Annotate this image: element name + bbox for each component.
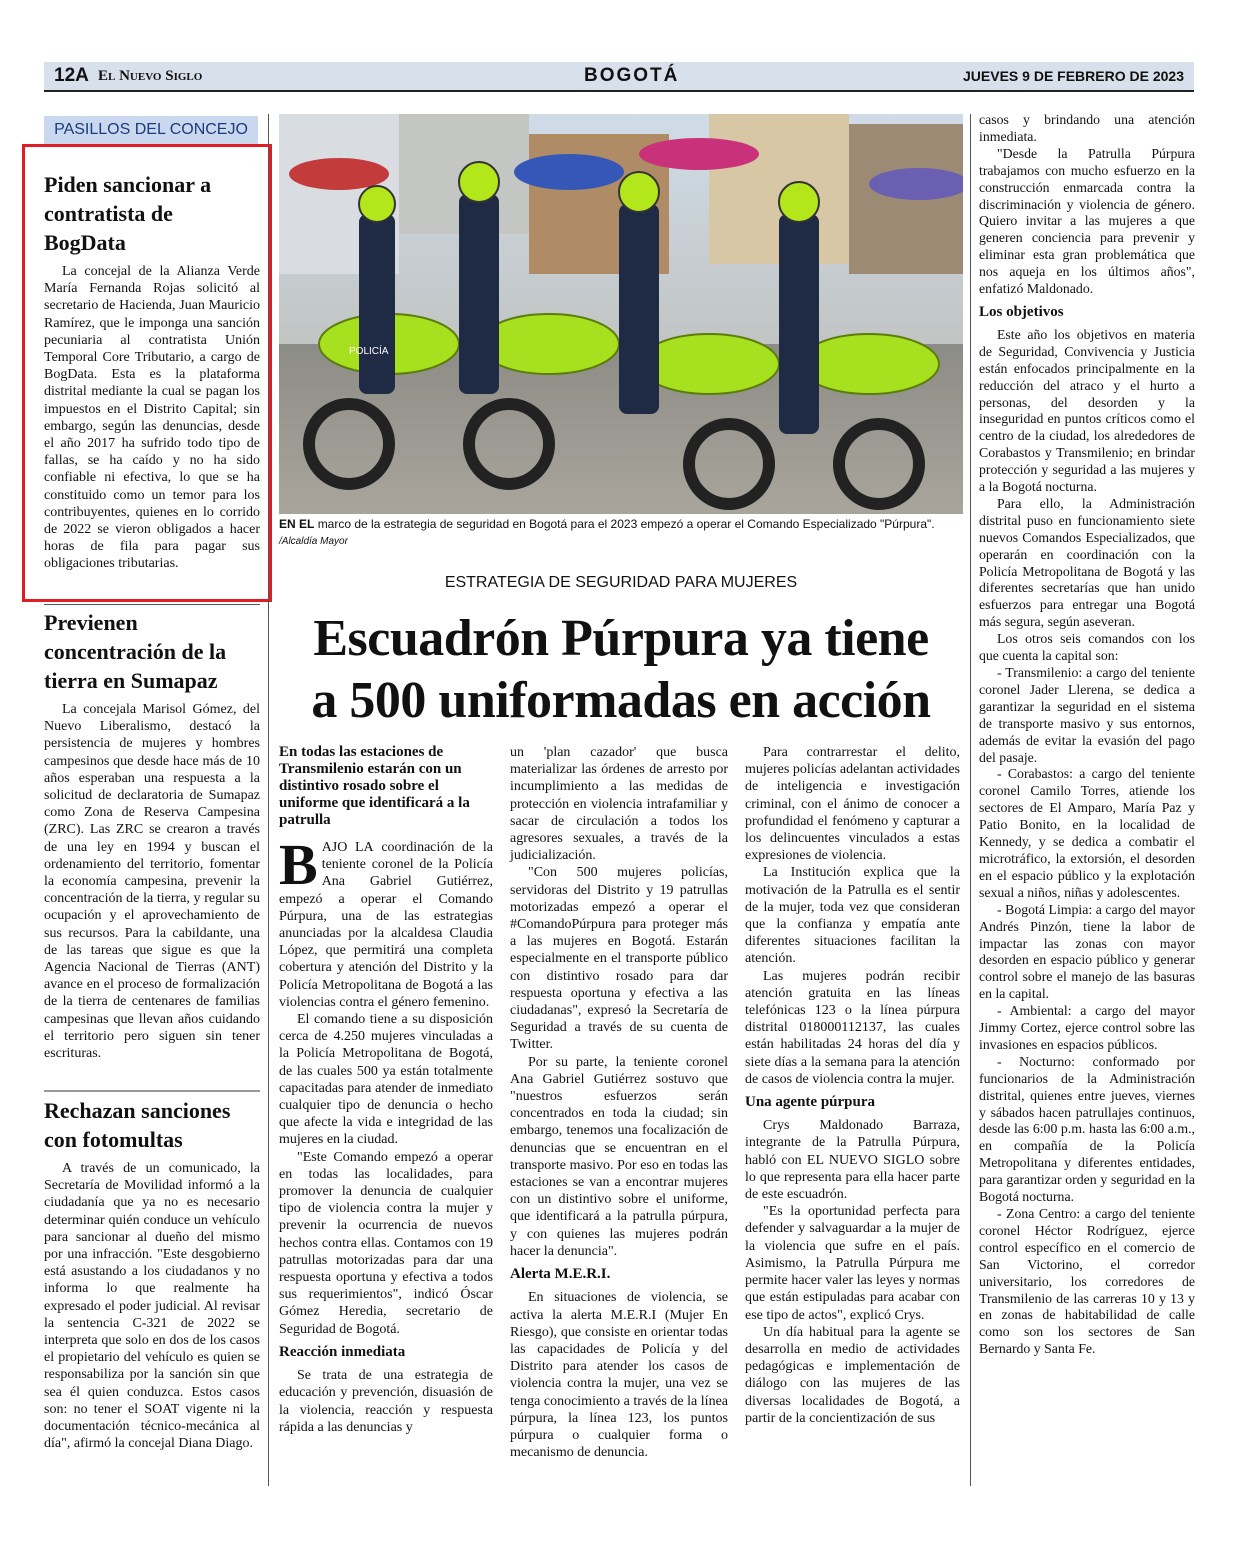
headline-line-1: Escuadrón Púrpura ya tiene [313,610,929,667]
sidebar-story-bogdata [44,170,260,573]
paragraph: La Institución explica que la motivación de la Patrulla es el sentir de la mujer, toda vez que consideran que la confianza y empatía ante diferentes situaciones facilitan la atención. [745,865,960,967]
paragraph: Crys Maldonado Barraza, integrante de la Patrulla Púrpura, habló con EL NUEVO SIGLO sobre lo que representa para ella hacer parte de este escuadrón. [745,1118,960,1203]
paragraph: un 'plan cazador' que busca materializar las órdenes de arresto por incumplimiento a las medidas de protección en violencia intrafamiliar y sacar de circulación a todos los agresores sexuales, a través de la judicialización. [510,745,728,864]
article-column-2 [510,744,728,1461]
headline-line-2: a 500 uniformadas en acción [311,672,931,729]
article-column-1 [279,744,493,1436]
sidebar-story-fotomultas [44,1096,260,1452]
paragraph: Por su parte, la teniente coronel Ana Gabriel Gutiérrez sostuvo que "nuestros esfuerzos serán concentrados en toda la ciudad; sin embargo, tenemos una focalización de denuncias que se encuentran en el transporte masivo. Por eso en todas las estaciones se van a encontrar mujeres con un distintivo sobre el uniforme, que identificará a la patrulla púrpura, y con quienes las mujeres podrán hacer la denuncia". [510,1054,728,1259]
paragraph: El comando tiene a su disposición cerca de 4.250 mujeres vinculadas a la Policía Metropolitana de Bogotá, de las cuales 500 ya están totalmente capacitadas para atender de inmediato cualquier tipo de denuncia o hecho que afecte la vida e integridad de las mujeres en la ciudad. [279,1012,493,1148]
sidebar-tag: PASILLOS DEL CONCEJO [44,116,258,144]
paragraph: Un día habitual para la agente se desarrolla en medio de actividades pedagógicas e implementación de diálogo con las mujeres de las diversas localidades de Bogotá, a partir de la concientización de sus [745,1324,960,1426]
paragraph: "Es la oportunidad perfecta para defender y salvaguardar a la mujer de la violencia que sufre en el país. Asimismo, la Patrulla Púrpura me permite hacer valer las leyes y normas que están estipuladas para acabar con ese tipo de actos", explicó Crys. [745,1204,960,1323]
publication-name: El Nuevo Siglo [98,68,203,84]
paragraph: Para contrarrestar el delito, mujeres policías adelantan actividades de inteligencia e investigación criminal, con el ánimo de conocer a profundidad el fenómeno y capturar a los delincuentes vinculados a estas expresiones de violencia. [745,745,960,864]
section-name: BOGOTÁ [584,65,680,86]
paragraph: Se trata de una estrategia de educación y prevención, disuasión de la violencia, reacción y respuesta rápida a las denuncias y [279,1368,493,1435]
story-body: La concejala Marisol Gómez, del Nuevo Liberalismo, destacó la persistencia de mujeres y hombres campesinos que desde hace más de 10 años esperaban una respuesta a la solicitud de declaratoria de Sumapaz como Zona de Reserva Campesina (ZRC). Las ZRC se crearon a través de una ley en 1994 y buscan el ordenamiento del territorio, fomentar la economía campesina, prevenir la concentración de la tierra, y regular su ocupación y el aprovechamiento de sus recursos. Para la cabildante, una de las tareas que sigue es que la Agencia Nacional de Tierras (ANT) avance en el proceso de formalización de la tierra de centenares de familias campesinas que llevan años cuidando el territorio pero siguen sin tener escrituras. [44,702,260,1062]
paragraph: casos y brindando una atención inmediata. [979,112,1195,144]
paragraph: - Transmilenio: a cargo del teniente coronel Jader Llerena, se dedica a garantizar la seguridad en el sistema de transporte masivo y sus entornos, además de evitar la evasión del pago del pasaje. [979,665,1195,765]
photo-caption [279,516,963,550]
paragraph: - Bogotá Limpia: a cargo del mayor Andrés Pinzón, tiene la labor de impactar las zonas con mayor desorden en espacio público y generar control sobre el manejo de las basuras en la capital. [979,901,1195,1002]
paragraph: - Corabastos: a cargo del teniente coronel Camilo Torres, atiende los sectores de El Amparo, María Paz y Patio Bonito, en la localidad de Kennedy, y se dedica a combatir el microtráfico, la extorsión, el desorden en el espacio público y la explotación sexual a niños, niñas y adolescentes. [979,766,1195,900]
paragraph: "Con 500 mujeres policías, servidoras del Distrito y 19 patrullas motorizadas empezó a operar el #ComandoPúrpura para proteger más a las mujeres en Bogotá. Estarán especialmente en el transporte público con distintivo rosado para dar respuesta oportuna y efectiva a las ciudadanas", expresó la Secretaría de Seguridad a través de su cuenta de Twitter. [510,865,728,1053]
plate-text: POLICÍA [349,346,389,357]
story-title: Rechazan sanciones con fotomultas [44,1098,231,1152]
sidebar-story-sumapaz [44,608,260,1062]
paragraph: Las mujeres podrán recibir atención gratuita en las líneas telefónicas 123 o la línea púrpura distrital 018000112137, las cuales están habilitadas 24 horas del día y siete días a la semana para la atención de casos de violencia contra la mujer. [745,968,960,1087]
article-kicker: ESTRATEGIA DE SEGURIDAD PARA MUJERES [444,574,798,591]
subhead: Los objetivos [979,303,1064,320]
story-title: Piden sancionar a contratista de BogData [44,172,212,255]
paragraph: - Zona Centro: a cargo del teniente coronel Héctor Rodríguez, ejerce control específico en el comercio de San Victorino, el corredor universitario, los corredores de Transmilenio de las carreras 10 y 13 y en zonas de habitabilidad de calle como son los sectores de San Bernardo y Santa Fe. [979,1206,1195,1357]
paragraph: Para ello, la Administración distrital puso en funcionamiento siete nuevos Comandos Especializados, que operarán en coordinación con la Policía Metropolitana de Bogotá y las diferentes secretarías que han unido esfuerzos para entregar una Bogotá más segura, según aseveran. [979,495,1195,630]
subhead: Reacción inmediata [279,1343,406,1360]
page-header [44,62,1194,92]
story-body: La concejal de la Alianza Verde María Fernanda Rojas solicitó al secretario de Hacienda, Juan Mauricio Ramírez, que le imponga una sanción pecuniaria al contratista Unión Temporal Core Tributario, a cargo de BogData. Esta es la plataforma distrital mediante la cual se pagan los impuestos en el Distrito Capital; sin embargo, según las denuncias, desde el año 2017 ha sufrido todo tipo de fallas, se ha caído y no ha sido confiable ni efectiva, lo que se ha constituido como un temor para los contribuyentes, quienes en lo corrido de 2022 se vieron obligados a hacer horas de fila para pagar sus obligaciones tributarias. [44,264,260,572]
paragraph: "Desde la Patrulla Púrpura trabajamos con mucho esfuerzo en la construcción enmarcada contra la discriminación y violencia de género. Quiero invitar a las mujeres a que generen conciencia para prevenir y eliminar esta gran problemática que nos aqueja en los últimos años", enfatizó Maldonado. [979,145,1195,297]
issue-date: JUEVES 9 DE FEBRERO DE 2023 [963,68,1184,84]
page-number: 12A [54,65,89,86]
paragraph: "Este Comando empezó a operar en todas las localidades, para promover la denuncia de cualquier tipo de violencia contra la mujer y prevenir la ocurrencia de nuevos hechos contra ellas. Contamos con 19 patrullas motorizadas para dar una respuesta oportuna y efectiva a todos sus requerimientos", indicó Óscar Gómez Heredia, secretario de Seguridad de Bogotá. [279,1149,493,1337]
caption-text: marco de la estrategia de seguridad en Bogotá para el 2023 empezó a operar el Comando Especializado "Púrpura". [317,517,935,531]
paragraph: En situaciones de violencia, se activa la alerta M.E.R.I (Mujer En Riesgo), que consiste en orientar todas las capacidades de Policía y del Distrito para atender los casos de violencia contra la mujer, una vez se tenga conocimiento a través de la línea púrpura, la línea 123, los puntos púrpura o cualquier forma o mecanismo de denuncia. [510,1290,728,1461]
story-body: A través de un comunicado, la Secretaría de Movilidad informó a la ciudadanía que ya no es necesario determinar quién conduce un vehículo para sancionar al dueño del mismo por una infracción. "Este desgobierno está asustando a los ciudadanos y no informa lo que realmente ha expresado el poder judicial. Al revisar la sentencia C-321 de 2022 se interpreta que solo en dos de los casos el propietario del vehículo es quien se responsabiliza por la sanción sin que sea él quien conduzca. Estos casos son: no tener el SOAT vigente ni la documentación técnico-mecánica al día", afirmó la concejal Diana Diago. [44,1161,260,1452]
drop-cap: B [279,832,318,897]
subhead: Una agente púrpura [745,1094,876,1111]
paragraph: - Nocturno: conformado por funcionarios de la Administración distrital, quienes entre jueves, viernes y sábados hacen patrullajes continuos, desde las 6:00 p.m. hasta las 6:00 a.m., en compañía de la Policía Metropolitana y diferentes entidades, para garantizar orden y seguridad en la Bogotá nocturna. [979,1053,1195,1205]
story-title: Previenen concentración de la tierra en Sumapaz [44,610,227,693]
paragraph: Este año los objetivos en materia de Seguridad, Convivencia y Justicia están enfocados principalmente en la reducción del atraco y el hurto a personas, del desorden y la inseguridad en puntos críticos como el centro de la ciudad, los alrededores de Corabastos y Transmilenio; en brindar protección y seguridad a las mujeres y a la Bogotá nocturna. [979,326,1195,495]
article-column-3 [745,744,960,1427]
article-headline [279,608,963,732]
paragraph: coordinación de la teniente coronel de la Policía Ana Gabriel Gutiérrez, empezó a operar el Comando Púrpura, una de las estrategias anunciadas por la alcaldesa Claudia López, que permitirá una completa cobertura y atención del Distrito y la Policía Metropolitana de Bogotá a las violencias contra el género femenino. [279,840,493,1010]
caption-credit: /Alcaldía Mayor [279,536,348,547]
police-motorcycles-photo [279,114,963,514]
divider [44,1090,260,1092]
paragraph: Los otros seis comandos con los que cuenta la capital son: [979,631,1195,664]
paragraph: - Ambiental: a cargo del mayor Jimmy Cortez, ejerce control sobre las invasiones en espacios públicos. [979,1003,1195,1052]
article-column-4 [979,112,1195,1358]
article-lead: En todas las estaciones de Transmilenio estarán con un distintivo rosado sobre el uniforme que identificará a la patrulla [279,744,470,828]
column-rule [970,114,971,1486]
subhead: Alerta M.E.R.I. [510,1266,611,1283]
column-rule [268,114,269,1486]
caption-lead: EN EL [279,517,315,531]
divider [44,604,260,605]
opening-caps: AJO LA [321,840,374,855]
